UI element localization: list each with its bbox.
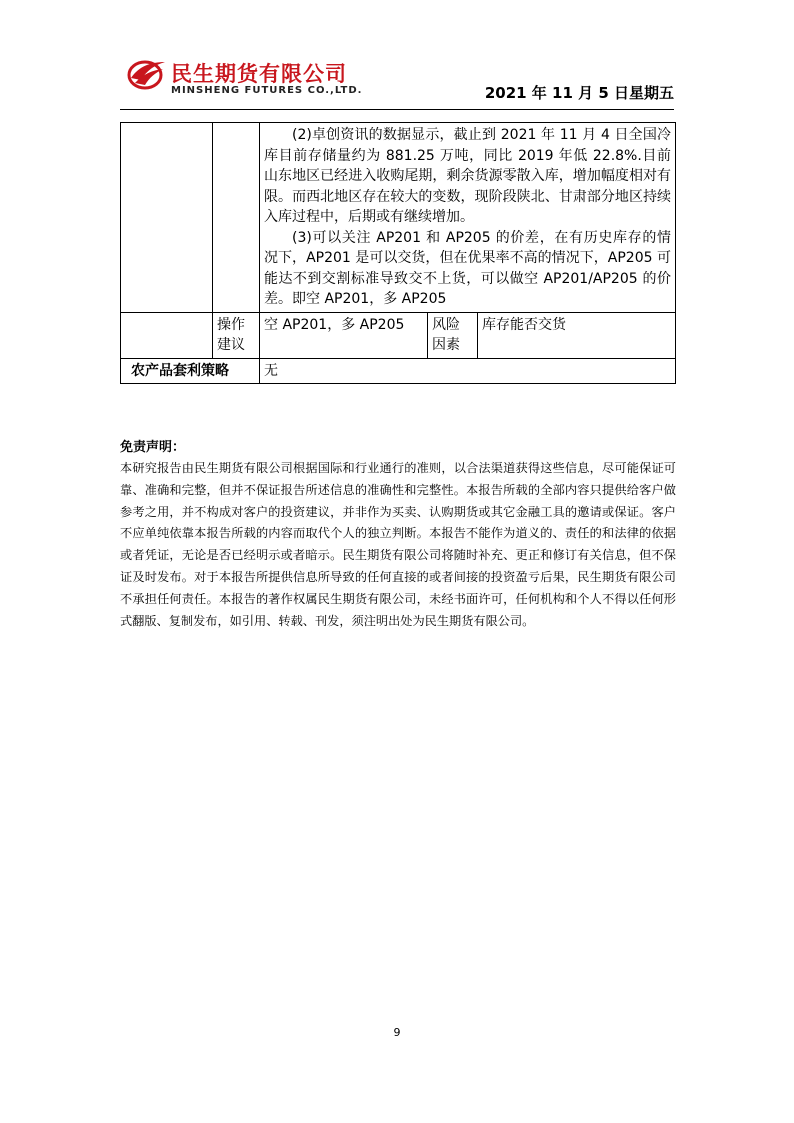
table-cell-empty (213, 123, 260, 313)
logo-swoosh-icon (127, 56, 167, 90)
report-date: 2021 年 11 月 5 日星期五 (484, 84, 674, 102)
analysis-cell (260, 123, 676, 313)
disclaimer-body: 本研究报告由民生期货有限公司根据国际和行业通行的准则，以合法渠道获得这些信息，尽可能保证可靠、准确和完整，但并不保证报告所述信息的准确性和完整性。本报告所载的全部内容只提供给客户做参考之用，并不构成对客户的投资建议，并非作为买卖、认购期货或其它金融工具的邀请或保证。客户不应单纯依靠本报告所载的内容而取代个人的独立判断。本报告不能作为道义的、责任的和法律的依据或者凭证，无论是否已经明示或者暗示。民生期货有限公司将随时补充、更正和修订有关信息，但不保证及时发布。对于本报告所提供信息所导致的任何直接的或者间接的投资盈亏后果，民生期货有限公司不承担任何责任。本报告的著作权属民生期货有限公司，未经书面许可，任何机构和个人不得以任何形式翻版、复制发布，如引用、转载、刊发，须注明出处为民生期货有限公司。 (120, 461, 676, 628)
table-cell-empty (121, 312, 213, 358)
table-row (121, 123, 676, 313)
header-divider (120, 109, 674, 110)
analysis-paragraph: (3)可以关注 AP201 和 AP205 的价差，在有历史库存的情况下，AP201 是可以交货，但在优果率不高的情况下，AP205 可能达不到交割标准导致交不上货，可以做空 AP201/AP205 的价差。即空 AP201，多 AP205 (264, 229, 672, 307)
disclaimer-title: 免责声明： (120, 440, 186, 455)
disclaimer-section (120, 438, 676, 632)
logo-chinese-name: 民生期货有限公司 (171, 62, 347, 86)
table-cell-empty (121, 123, 213, 313)
strategy-table (120, 122, 676, 384)
operation-value: 空 AP201，多 AP205 (260, 312, 428, 358)
operation-label: 操作建议 (213, 312, 260, 358)
analysis-paragraph: (2)卓创资讯的数据显示，截止到 2021 年 11 月 4 日全国冷库目前存储量约为 881.25 万吨，同比 2019 年低 22.8%.目前山东地区已经进入收购尾期，剩余货源零散入库，增加幅度相对有限。而西北地区存在较大的变数，现阶段陕北、甘肃部分地区持续入库过程中，后期或有继续增加。 (264, 127, 672, 225)
page-number: 9 (393, 1026, 401, 1039)
arbitrage-label: 农产品套利策略 (121, 358, 260, 384)
table-row (121, 312, 676, 358)
risk-value: 库存能否交货 (478, 312, 676, 358)
table-row (121, 358, 676, 384)
risk-label: 风险因素 (428, 312, 478, 358)
company-logo (127, 56, 367, 102)
arbitrage-value: 无 (260, 358, 676, 384)
logo-english-name: MINSHENG FUTURES CO.,LTD. (171, 85, 363, 96)
